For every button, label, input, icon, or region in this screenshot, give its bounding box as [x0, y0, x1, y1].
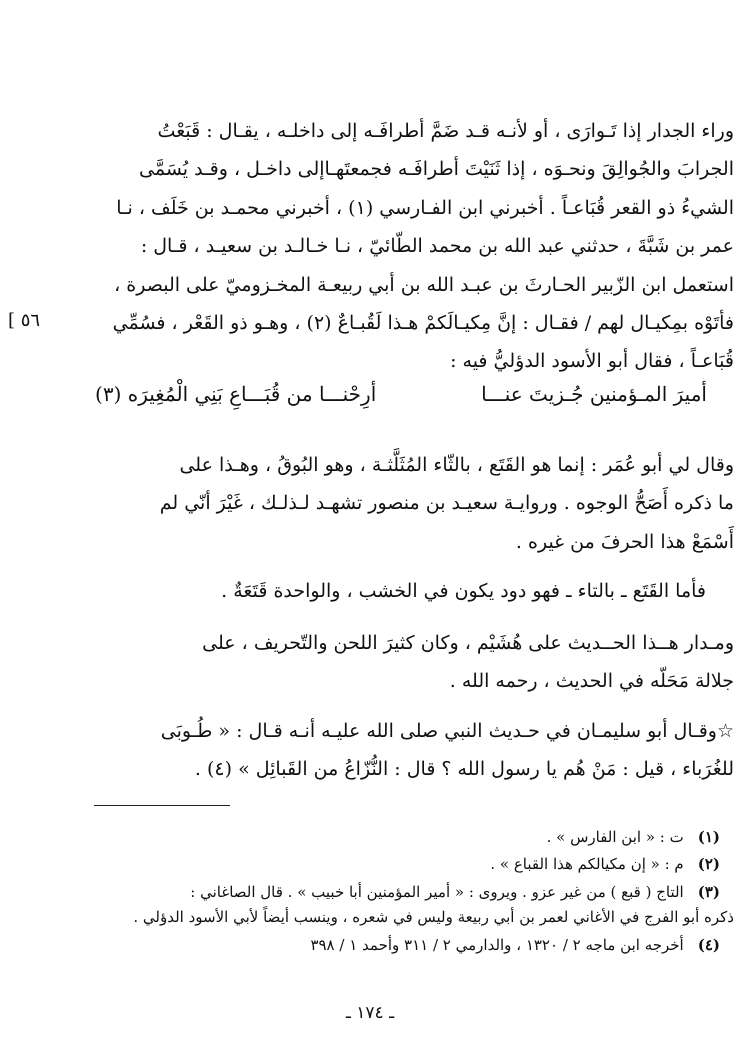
page-number: ـ ١٧٤ ـ	[345, 1003, 395, 1023]
source-page-marker: [ ٥٦	[8, 310, 41, 331]
footnote-text: ذكره أبو الفرج في الأغاني لعمر بن أبي ربيعة وليس في شعره ، وينسب أيضاً لأبي الأسود الدؤلي .	[133, 908, 734, 926]
text-line: أَسْمَعْ هذا الحرفَ من غيره .	[515, 530, 734, 553]
paragraph-1	[94, 112, 734, 381]
paragraph-3	[94, 572, 706, 610]
footnote-number: (١)	[697, 828, 720, 846]
footnote-2	[94, 853, 734, 875]
text-line: وراء الجدار إذا تَـوارَى ، أو لأنـه قـد ضَمَّ أطرافَـه إلى داخلـه ، يقـال : قَبَعْتُ	[157, 120, 734, 142]
footnote-text: م : « إن مكيالكم هذا القباع » .	[490, 855, 684, 873]
footnote-number: (٢)	[697, 855, 720, 873]
verse-first-hemistich: أميرَ المـؤمنين جُـزيتَ عنـــا	[481, 382, 707, 406]
poem-verse	[95, 382, 707, 422]
text-line: ما ذكره أَصَحُّ الوجوه . وروايـة سعيـد بن منصور تشهـد لـذلـك ، غَيْرَ أنّي لم	[159, 492, 734, 515]
text-line: عمر بن شَبَّةَ ، حدثني عبد الله بن محمد الطّائيّ ، نـا خـالـد بن سعيـد ، قـال :	[140, 235, 734, 258]
footnote-separator	[94, 805, 230, 806]
footnote-text: التاج ( قبع ) من غير عزو . ويروى : « أمير المؤمنين أبا خبيب » . قال الصاغاني :	[190, 883, 684, 901]
verse-second-hemistich: أرِحْنـــا من قُبَـــاعِ بَنِي الْمُغِيرَه (٣)	[95, 382, 377, 406]
footnote-text: ت : « ابن الفارس » .	[546, 828, 684, 846]
footnote-1	[94, 826, 734, 848]
text-line: فأما القَتَع ـ بالتاء ـ فهو دود يكون في الخشب ، والواحدة قَتَعَةٌ .	[221, 580, 706, 602]
paragraph-5	[94, 712, 734, 789]
footnote-3-continued	[94, 906, 734, 928]
text-line: الجرابَ والجُوالِقَ ونحـوَه ، إذا ثَنَيْتَ أطرافَـه فجمعتَهـاإلى داخـل ، وقـد يُسَمَّى	[139, 158, 734, 181]
text-line: جلالة مَحَلّه في الحديث ، رحمه الله .	[449, 670, 734, 693]
text-line: فأتَوْه بمِكيـال لهم / فقـال : إنَّ مِكيـالَكمْ هـذا لَقُبـاعٌ (٢) ، وهـو ذو القَعْر ، فسُمِّي	[112, 312, 734, 335]
paragraph-2	[94, 446, 734, 561]
text-line: قُبَاعـاً ، فقال أبو الأسود الدؤليُّ فيه :	[450, 350, 734, 373]
text-line: وقال لي أبو عُمَر : إنما هو القَتَع ، بالثّاء المُثَلَّثـة ، وهو البُوقُ ، وهـذا على	[179, 454, 734, 476]
footnote-number: (٣)	[697, 883, 720, 901]
text-line: الشيءُ ذو القعر قُبَاعـاً . أخبرني ابن الفـارسي (١) ، أخبرني محمـد بن خَلَف ، نـا	[116, 196, 734, 219]
text-line: ومـدار هــذا الحــديث على هُشَيْم ، وكان كثيرَ اللحن والتّحريف ، على	[202, 632, 734, 654]
footnote-3	[94, 881, 734, 903]
footnote-4	[94, 934, 734, 956]
footnote-number: (٤)	[697, 936, 720, 954]
text-line: استعمل ابن الزّبير الحـارثَ بن عبـد الله بن أبي ربيعـة المخـزوميّ على البصرة ،	[114, 273, 734, 296]
paragraph-4	[94, 624, 734, 701]
text-line: ☆وقـال أبو سليمـان في حـديث النبي صلى الله عليـه أنـه قـال : « طُـوبَى	[160, 720, 734, 742]
footnote-text: أخرجه ابن ماجه ٢ / ١٣٢٠ ، والدارمي ٢ / ٣١١ وأحمد ١ / ٣٩٨	[310, 936, 684, 954]
text-line: للغُرَباء ، قيل : مَنْ هُم يا رسول الله ؟ قال : النُّزّاعُ من القَبائِل » (٤) .	[194, 758, 734, 781]
